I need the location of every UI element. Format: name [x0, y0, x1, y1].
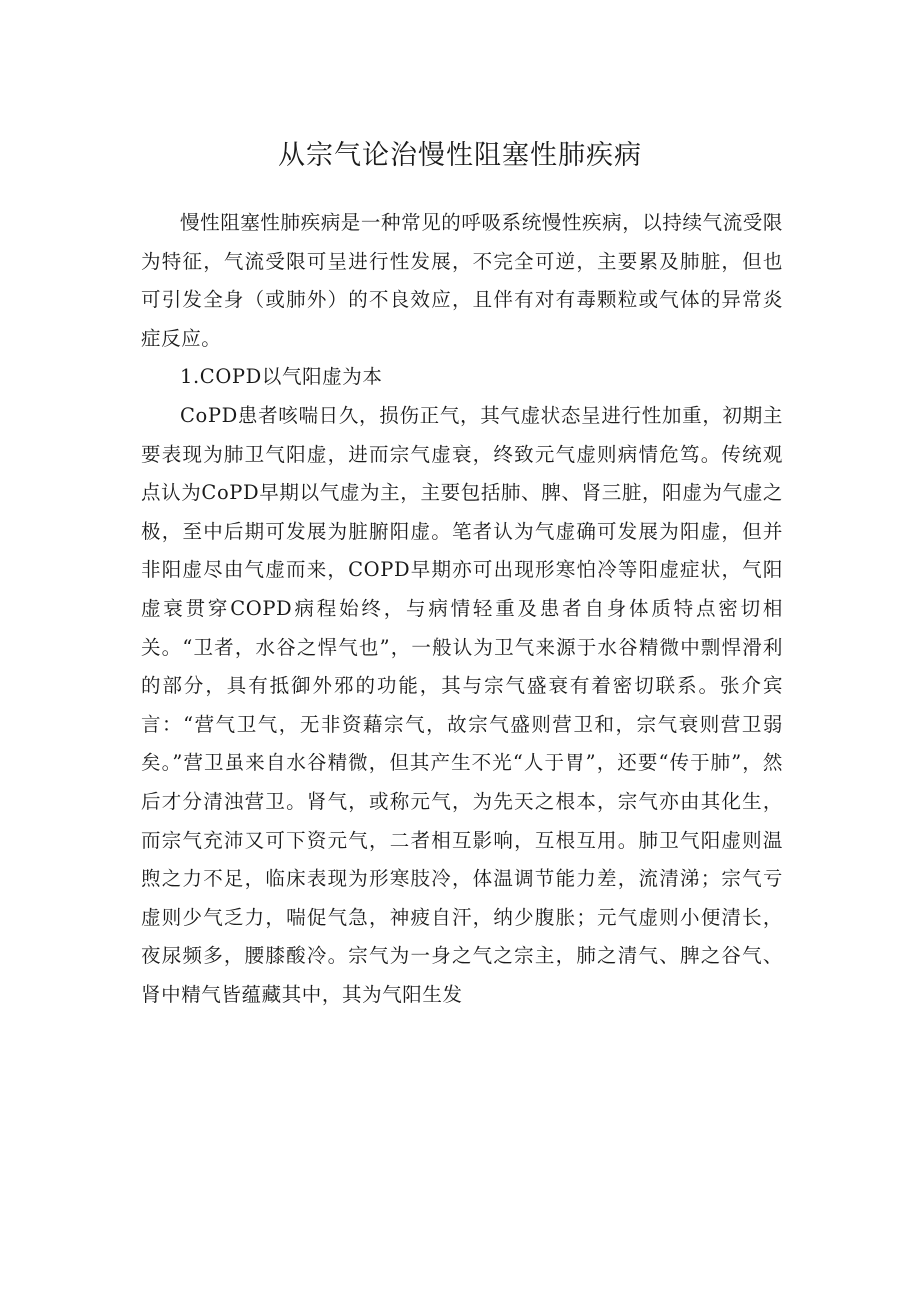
- document-body: [141, 204, 783, 1014]
- paragraph-intro: 慢性阻塞性肺疾病是一种常见的呼吸系统慢性疾病，以持续气流受限为特征，气流受限可呈进行性发展，不完全可逆，主要累及肺脏，但也可引发全身（或肺外）的不良效应，且伴有对有毒颗粒或气体的异常炎症反应。: [141, 211, 784, 350]
- document-title: 从宗气论治慢性阻塞性肺疾病: [278, 140, 642, 171]
- paragraph-body: CoPD患者咳喘日久，损伤正气，其气虚状态呈进行性加重，初期主要表现为肺卫气阳虚，进而宗气虚衰，终致元气虚则病情危笃。传统观点认为CoPD早期以气虚为主，主要包括肺、脾、肾三脏，阳虚为气虚之极，至中后期可发展为脏腑阳虚。笔者认为气虚确可发展为阳虚，但并非阳虚尽由气虚而来，COPD早期亦可出现形寒怕冷等阳虚症状，气阳虚衰贯穿COPD病程始终，与病情轻重及患者自身体质特点密切相关。“卫者，水谷之悍气也”，一般认为卫气来源于水谷精微中剽悍滑利的部分，具有抵御外邪的功能，其与宗气盛衰有着密切联系。张介宾言：“营气卫气，无非资藉宗气，故宗气盛则营卫和，宗气衰则营卫弱矣。”营卫虽来自水谷精微，但其产生不光“人于胃”，还要“传于肺”，然后才分清浊营卫。肾气，或称元气，为先天之根本，宗气亦由其化生，而宗气充沛又可下资元气，二者相互影响，互根互用。肺卫气阳虚则温煦之力不足，临床表现为形寒肢冷，体温调节能力差，流清涕；宗气亏虚则少气乏力，喘促气急，神疲自汗，纳少腹胀；元气虚则小便清长，夜尿频多，腰膝酸冷。宗气为一身之气之宗主，肺之清气、脾之谷气、肾中精气皆蕴藏其中，其为气阳生发: [141, 403, 783, 1006]
- section-heading: 1.COPD以气阳虚为本: [180, 365, 383, 389]
